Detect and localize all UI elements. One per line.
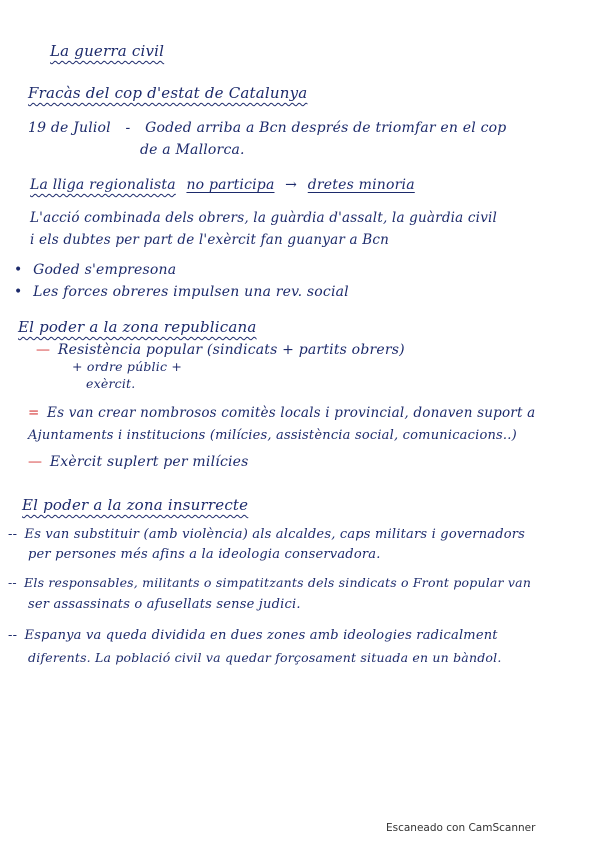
republicana-item-2 <box>28 405 535 421</box>
insurrecte-item-3-text: Espanya va queda dividida en dues zones amb ideologies radicalment <box>24 628 498 643</box>
red-dash-icon: = <box>28 405 40 421</box>
republicana-item-1b: + ordre públic + <box>72 359 182 374</box>
republicana-item-2b: Ajuntaments i institucions (milícies, assistència social, comunicacions..) <box>28 428 517 443</box>
insurrecte-item-2b: ser assassinats o afusellats sense judici. <box>28 597 301 612</box>
insurrecte-item-1 <box>8 527 525 542</box>
bullet-goded-text: Goded s'empresona <box>33 262 177 278</box>
section1-heading: Fracàs del cop d'estat de Catalunya <box>28 84 308 102</box>
republicana-item-3-text: Exèrcit suplert per milícies <box>49 454 249 470</box>
red-dash-icon: — <box>28 454 43 470</box>
bullet-dot-icon: • <box>14 284 23 300</box>
republicana-item-1 <box>36 342 405 358</box>
insurrecte-item-3b: diferents. La població civil va quedar forçosament situada en un bàndol. <box>28 650 502 665</box>
accio-line-2: i els dubtes per part de l'exèrcit fan guanyar a Bcn <box>30 232 390 248</box>
republicana-item-1-text: Resistència popular (sindicats + partits obrers) <box>57 342 405 358</box>
goded-text: Goded arriba a Bcn després de triomfar en el cop <box>145 120 507 136</box>
dash-icon: -- <box>8 628 18 643</box>
bullet-forces <box>14 284 349 300</box>
accio-line-1: L'acció combinada dels obrers, la guàrdia d'assalt, la guàrdia civil <box>30 210 498 226</box>
bullet-dot-icon: • <box>14 262 23 278</box>
lliga-name: La lliga regionalista <box>30 177 176 193</box>
bullet-forces-text: Les forces obreres impulsen una rev. social <box>33 284 349 300</box>
republicana-item-3 <box>28 454 249 470</box>
section2-heading: El poder a la zona republicana <box>18 318 257 336</box>
lliga-no-participa: no participa <box>186 177 275 193</box>
scanner-watermark: Escaneado con CamScanner <box>386 822 536 834</box>
insurrecte-item-3 <box>8 628 498 643</box>
insurrecte-item-1-text: Es van substituir (amb violència) als alcaldes, caps militars i governadors <box>24 527 526 542</box>
dash-glyph: - <box>125 120 131 136</box>
bullet-goded <box>14 262 176 278</box>
republicana-item-2-text: Es van crear nombrosos comitès locals i provincial, donaven suport a <box>47 405 536 421</box>
insurrecte-item-2 <box>8 575 531 590</box>
lliga-line <box>30 177 415 193</box>
arrow-glyph: → <box>285 177 298 193</box>
goded-text-cont: de a Mallorca. <box>140 142 245 158</box>
dash-icon: -- <box>8 575 17 590</box>
republicana-item-1c: exèrcit. <box>86 376 136 391</box>
red-dash-icon: — <box>36 342 51 358</box>
lliga-dretes: dretes minoria <box>307 177 415 193</box>
insurrecte-item-2-text: Els responsables, militants o simpatitzants dels sindicats o Front popular van <box>24 575 532 590</box>
date-label: 19 de Juliol <box>28 120 111 136</box>
section3-heading: El poder a la zona insurrecte <box>22 496 249 514</box>
page-title: La guerra civil <box>50 42 165 60</box>
dash-icon: -- <box>8 527 18 542</box>
section1-date-line <box>28 120 506 136</box>
insurrecte-item-1b: per persones més afins a la ideologia conservadora. <box>28 547 381 562</box>
